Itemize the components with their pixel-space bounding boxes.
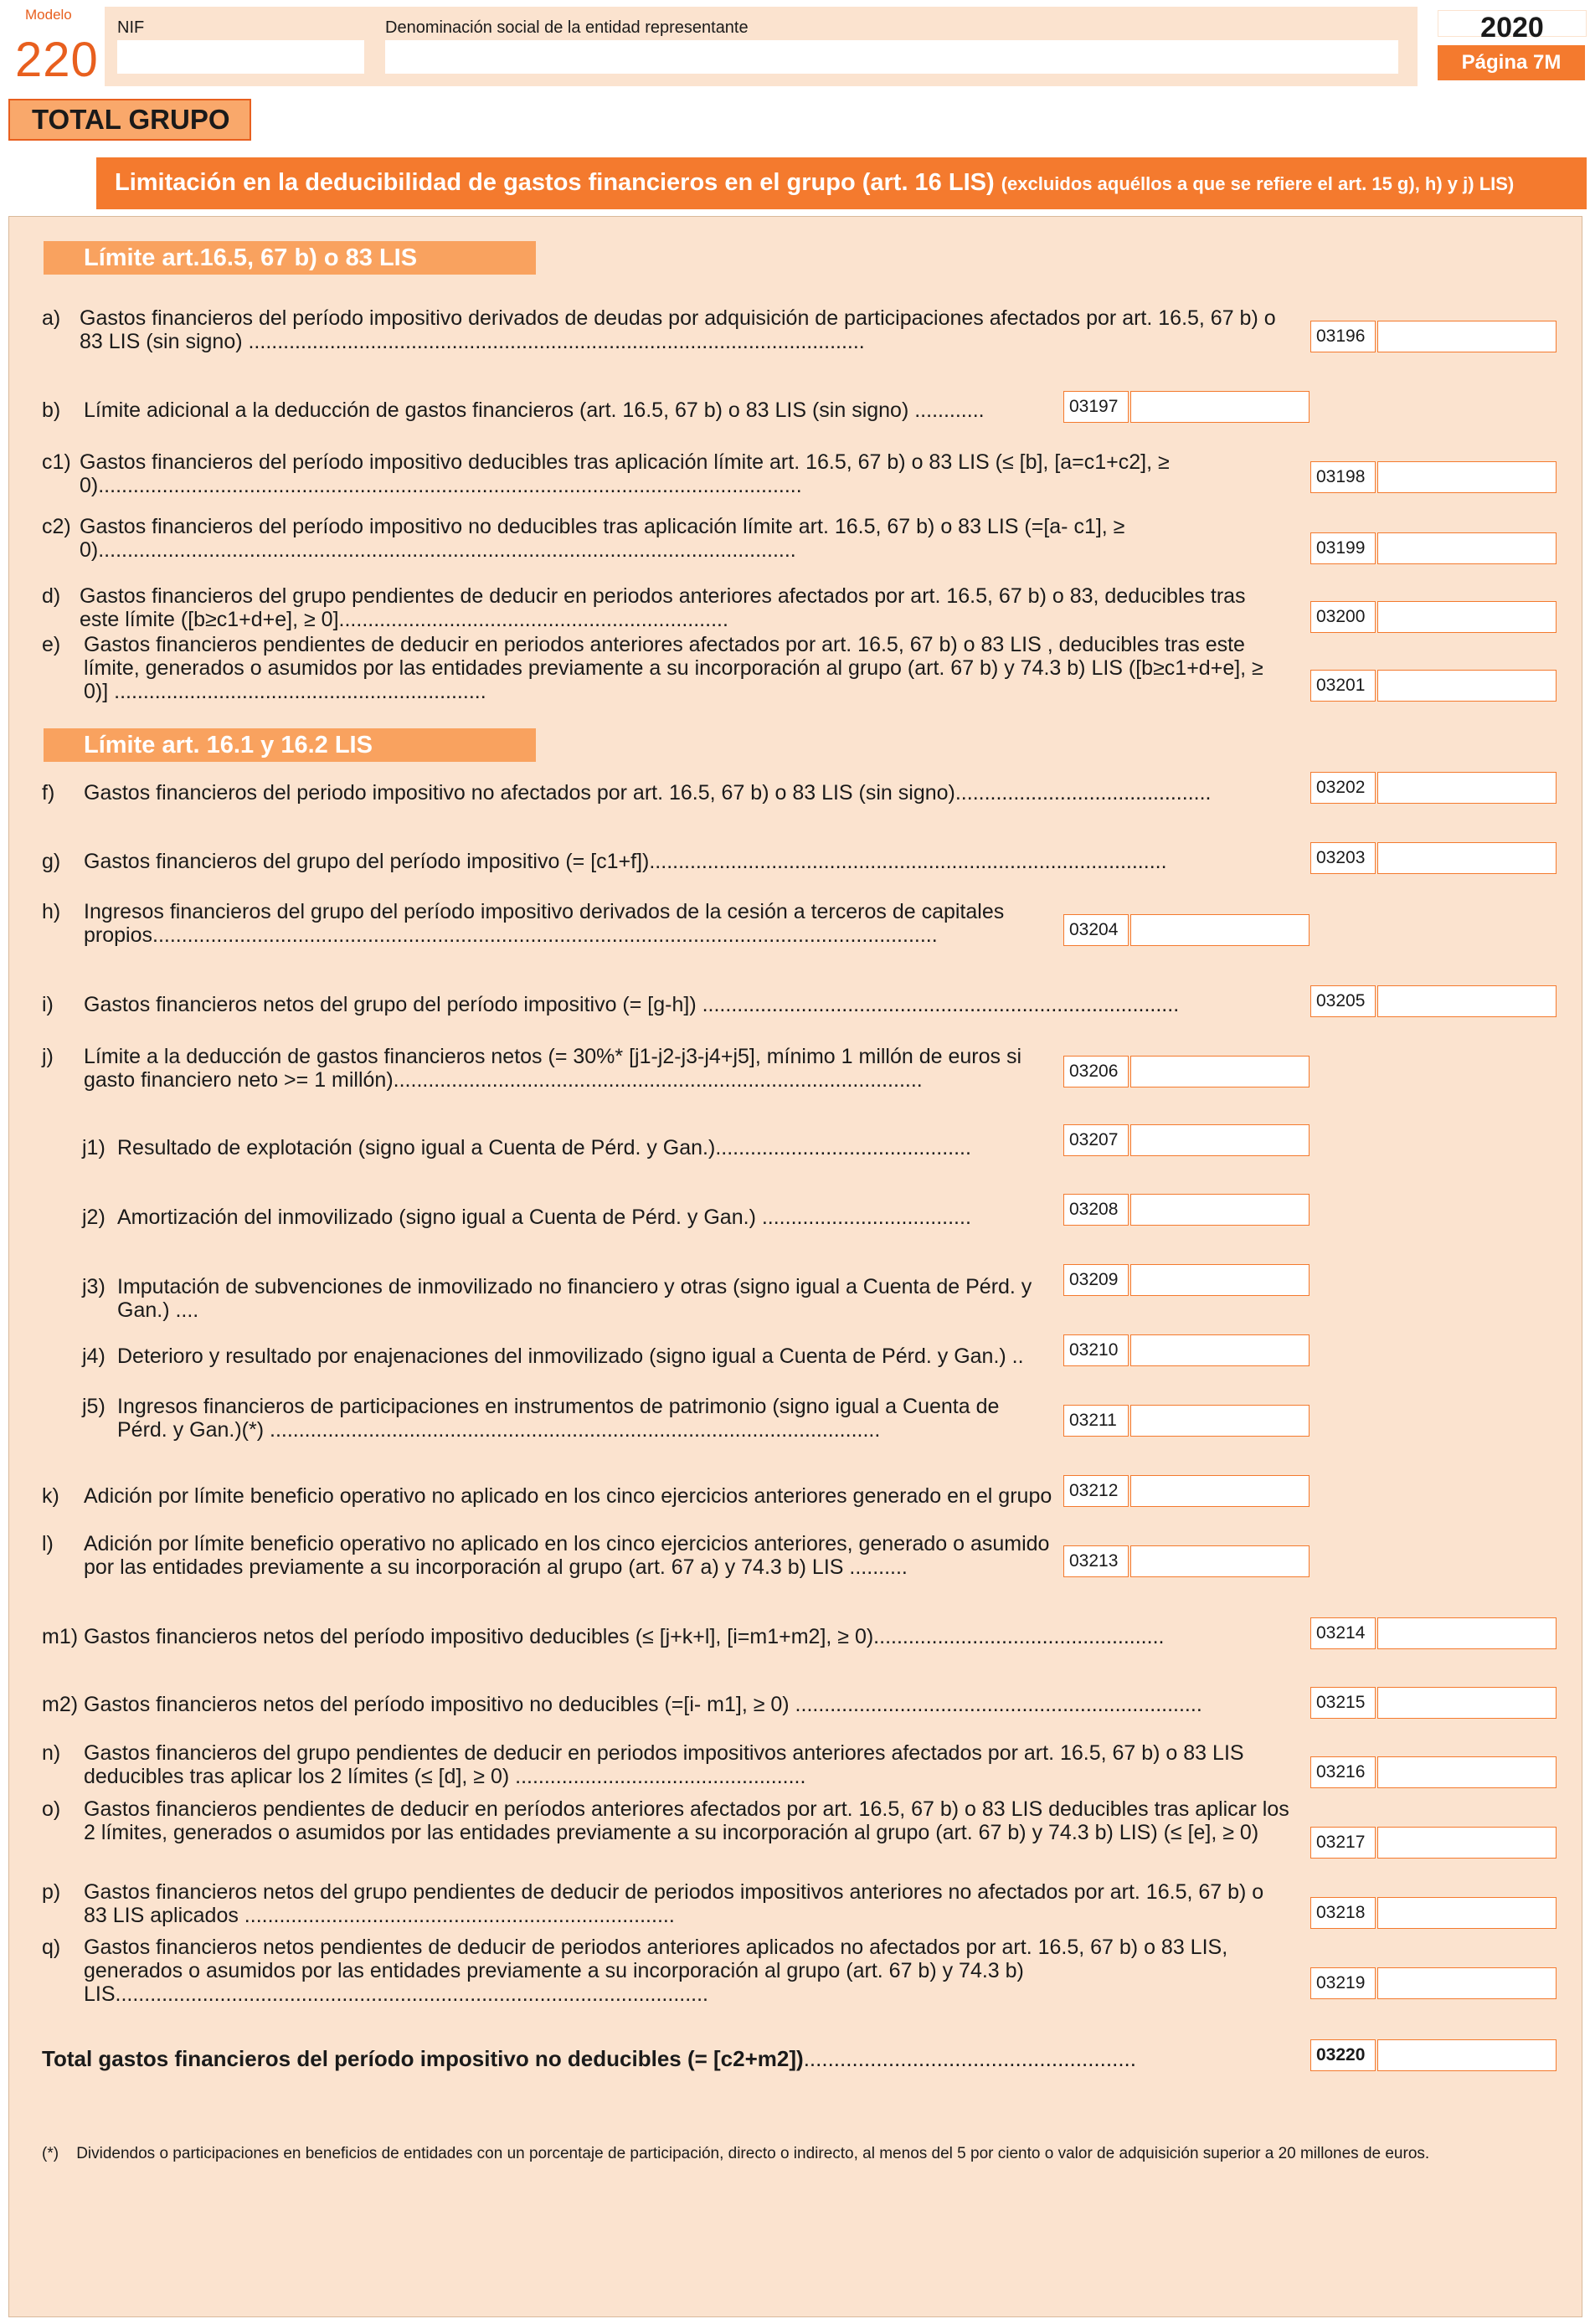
code-03216: 03216 xyxy=(1310,1756,1376,1788)
row-text: Gastos financieros pendientes de deducir en periodos anteriores afectados por art. 16.5, 67 b) o 83 LIS , deducibles tras este límite, generados o asumidos por las entidades previamente a su incorporación al grupo (art. 67 b) y 74.3 b) LIS ([b≥c1+d+e], ≥ 0)] ................................................................ xyxy=(84,633,1263,703)
field-03216[interactable] xyxy=(1377,1756,1557,1788)
code-03205: 03205 xyxy=(1310,985,1376,1017)
row-text: Gastos financieros del período impositivo derivados de deudas por adquisición de participaciones afectados por art. 16.5, 67 b) o 83 LIS (sin signo) .......................................................................................................... xyxy=(80,306,1276,353)
row-letter: k) xyxy=(42,1484,59,1508)
year-badge: 2020 xyxy=(1438,10,1587,37)
row-letter: n) xyxy=(42,1741,61,1765)
field-03198[interactable] xyxy=(1377,461,1557,493)
row-letter: g) xyxy=(42,850,61,873)
field-03217[interactable] xyxy=(1377,1827,1557,1859)
code-03210: 03210 xyxy=(1063,1334,1129,1366)
field-03207[interactable] xyxy=(1130,1124,1310,1156)
row-letter: h) xyxy=(42,900,61,923)
nif-field[interactable] xyxy=(117,40,364,74)
modelo-label: Modelo xyxy=(25,7,72,23)
code-03220: 03220 xyxy=(1310,2039,1376,2071)
row-letter: i) xyxy=(42,993,54,1016)
code-03213: 03213 xyxy=(1063,1545,1129,1577)
footnote xyxy=(42,2145,1557,2163)
field-03206[interactable] xyxy=(1130,1056,1310,1087)
row-text: Gastos financieros pendientes de deducir en períodos anteriores afectados por art. 16.5, 67 b) o 83 LIS deducibles tras aplicar los 2 límites, generados o asumidos por las entidades previamente a su incorporación al grupo (art. 67 b) y 74.3 b) LIS) (≤ [e], ≥ 0) xyxy=(84,1797,1289,1844)
code-03199: 03199 xyxy=(1310,532,1376,564)
field-03214[interactable] xyxy=(1377,1617,1557,1649)
section-limite-16-5: Límite art.16.5, 67 b) o 83 LIS xyxy=(44,241,536,275)
code-03206: 03206 xyxy=(1063,1056,1129,1087)
row-text: Deterioro y resultado por enajenaciones del inmovilizado (signo igual a Cuenta de Pérd. y Gan.) .. xyxy=(117,1345,1024,1368)
row-text: Gastos financieros del grupo pendientes de deducir en periodos impositivos anteriores afectados por art. 16.5, 67 b) o 83 LIS deducibles tras aplicar los 2 límites (≤ [d], ≥ 0) .................................................. xyxy=(84,1741,1244,1788)
modelo-number: 220 xyxy=(15,33,99,87)
code-03218: 03218 xyxy=(1310,1897,1376,1929)
field-03210[interactable] xyxy=(1130,1334,1310,1366)
footnote-mark: (*) xyxy=(42,2145,59,2162)
denominacion-field[interactable] xyxy=(385,40,1398,74)
row-letter: j2) xyxy=(82,1206,105,1229)
code-03212: 03212 xyxy=(1063,1475,1129,1507)
row-text: Gastos financieros del periodo impositivo no afectados por art. 16.5, 67 b) o 83 LIS (sin signo)............................................ xyxy=(84,781,1212,805)
row-text: Gastos financieros del período impositivo deducibles tras aplicación límite art. 16.5, 67 b) o 83 LIS (≤ [b], [a=c1+c2], ≥ 0)......................................................................................................................... xyxy=(80,450,1170,497)
row-letter: o) xyxy=(42,1797,61,1821)
code-03196: 03196 xyxy=(1310,321,1376,352)
code-03217: 03217 xyxy=(1310,1827,1376,1859)
row-letter: q) xyxy=(42,1936,61,1959)
row-text: Adición por límite beneficio operativo no aplicado en los cinco ejercicios anteriores generado en el grupo xyxy=(84,1484,1052,1508)
row-letter: b) xyxy=(42,398,61,422)
field-03213[interactable] xyxy=(1130,1545,1310,1577)
footnote-text: Dividendos o participaciones en beneficios de entidades con un porcentaje de participación, directo o indirecto, al menos del 5 por ciento o valor de adquisición superior a 20 millones de euros. xyxy=(76,2145,1430,2162)
row-letter: f) xyxy=(42,781,55,805)
code-03214: 03214 xyxy=(1310,1617,1376,1649)
total-line xyxy=(42,2046,1294,2072)
row-text: Gastos financieros netos del período impositivo deducibles (≤ [j+k+l], [i=m1+m2], ≥ 0).................................................. xyxy=(84,1625,1165,1648)
code-03203: 03203 xyxy=(1310,842,1376,874)
code-03198: 03198 xyxy=(1310,461,1376,493)
total-grupo-label: TOTAL GRUPO xyxy=(8,99,251,141)
field-03201[interactable] xyxy=(1377,670,1557,702)
row-letter: m1) xyxy=(42,1625,79,1648)
row-text: Límite a la deducción de gastos financieros netos (= 30%* [j1-j2-j3-j4+j5], mínimo 1 millón de euros si gasto financiero neto >= 1 millón)........................................................................................... xyxy=(84,1045,1022,1092)
code-03200: 03200 xyxy=(1310,601,1376,633)
row-text: Gastos financieros netos del período impositivo no deducibles (=[i- m1], ≥ 0) ...................................................................... xyxy=(84,1693,1202,1716)
field-03208[interactable] xyxy=(1130,1194,1310,1226)
field-03204[interactable] xyxy=(1130,914,1310,946)
main-title-text: Limitación en la deducibilidad de gastos financieros en el grupo (art. 16 LIS) xyxy=(115,169,995,196)
row-letter: l) xyxy=(42,1532,54,1555)
row-letter: j3) xyxy=(82,1275,105,1298)
row-text: Amortización del inmovilizado (signo igual a Cuenta de Pérd. y Gan.) .................................... xyxy=(117,1206,971,1229)
code-03204: 03204 xyxy=(1063,914,1129,946)
row-letter: c2) xyxy=(42,515,71,538)
field-03212[interactable] xyxy=(1130,1475,1310,1507)
code-03207: 03207 xyxy=(1063,1124,1129,1156)
row-text: Gastos financieros del grupo pendientes de deducir en periodos anteriores afectados por art. 16.5, 67 b) o 83, deducibles tras este límite ([b≥c1+d+e], ≥ 0]................................................................... xyxy=(80,584,1246,631)
row-text: Gastos financieros del período impositivo no deducibles tras aplicación límite art. 16.5, 67 b) o 83 LIS (=[a- c1], ≥ 0)........................................................................................................................ xyxy=(80,515,1125,562)
main-title xyxy=(96,157,1587,209)
row-text: Ingresos financieros del grupo del período impositivo derivados de la cesión a terceros de capitales propios....................................................................................................................................... xyxy=(84,900,1005,947)
nif-label: NIF xyxy=(117,18,145,37)
row-letter: c1) xyxy=(42,450,71,474)
field-03218[interactable] xyxy=(1377,1897,1557,1929)
row-letter: m2) xyxy=(42,1693,79,1716)
section-limite-16-1: Límite art. 16.1 y 16.2 LIS xyxy=(44,728,536,762)
row-text: Resultado de explotación (signo igual a Cuenta de Pérd. y Gan.)............................................ xyxy=(117,1136,971,1159)
page-badge: Página 7M xyxy=(1438,45,1585,80)
code-03209: 03209 xyxy=(1063,1264,1129,1296)
field-03202[interactable] xyxy=(1377,772,1557,804)
row-letter: j1) xyxy=(82,1136,105,1159)
field-03203[interactable] xyxy=(1377,842,1557,874)
field-03205[interactable] xyxy=(1377,985,1557,1017)
row-text: Ingresos financieros de participaciones en instrumentos de patrimonio (signo igual a Cuenta de Pérd. y Gan.)(*) ......................................................................................................... xyxy=(117,1395,1000,1442)
field-03211[interactable] xyxy=(1130,1405,1310,1437)
code-03201: 03201 xyxy=(1310,670,1376,702)
row-letter: a) xyxy=(42,306,61,330)
code-03197: 03197 xyxy=(1063,391,1129,423)
total-leader: ....................................................... xyxy=(803,2046,1136,2071)
row-text: Gastos financieros netos del grupo pendientes de deducir de periodos impositivos anteriores no afectados por art. 16.5, 67 b) o 83 LIS aplicados .......................................................................... xyxy=(84,1880,1264,1927)
code-03208: 03208 xyxy=(1063,1194,1129,1226)
row-text: Adición por límite beneficio operativo no aplicado en los cinco ejercicios anteriores, generado o asumido por las entidades previamente a su incorporación al grupo (art. 67 a) y 74.3 b) LIS .......... xyxy=(84,1532,1050,1579)
row-text: Imputación de subvenciones de inmovilizado no financiero y otras (signo igual a Cuenta de Pérd. y Gan.) .... xyxy=(117,1275,1032,1322)
field-03220[interactable] xyxy=(1377,2039,1557,2071)
row-letter: e) xyxy=(42,633,61,656)
row-letter: j) xyxy=(42,1045,54,1068)
code-03215: 03215 xyxy=(1310,1687,1376,1719)
code-03202: 03202 xyxy=(1310,772,1376,804)
denominacion-label: Denominación social de la entidad representante xyxy=(385,18,749,37)
main-title-note: (excluidos aquéllos a que se refiere el art. 15 g), h) y j) LIS) xyxy=(1001,173,1515,194)
field-03215[interactable] xyxy=(1377,1687,1557,1719)
row-text: Gastos financieros netos pendientes de deducir de periodos anteriores aplicados no afectados por art. 16.5, 67 b) o 83 LIS, generados o asumidos por las entidades previamente a su incorporación al grupo (art. 67 b) y 74.3 b) LIS...................................................................................................... xyxy=(84,1936,1228,2006)
total-text: Total gastos financieros del período impositivo no deducibles (= [c2+m2]) xyxy=(42,2046,804,2071)
field-03200[interactable] xyxy=(1377,601,1557,633)
row-text: Gastos financieros netos del grupo del período impositivo (= [g-h]) .................................................................................. xyxy=(84,993,1180,1016)
code-03219: 03219 xyxy=(1310,1967,1376,1999)
field-03219[interactable] xyxy=(1377,1967,1557,1999)
row-letter: p) xyxy=(42,1880,61,1904)
code-03211: 03211 xyxy=(1063,1405,1129,1437)
field-03199[interactable] xyxy=(1377,532,1557,564)
row-text: Gastos financieros del grupo del período impositivo (= [c1+f])......................................................................................... xyxy=(84,850,1167,873)
row-letter: j4) xyxy=(82,1345,105,1368)
field-03197[interactable] xyxy=(1130,391,1310,423)
row-letter: d) xyxy=(42,584,61,608)
field-03209[interactable] xyxy=(1130,1264,1310,1296)
field-03196[interactable] xyxy=(1377,321,1557,352)
row-text: Límite adicional a la deducción de gastos financieros (art. 16.5, 67 b) o 83 LIS (sin signo) ............ xyxy=(84,398,985,422)
row-letter: j5) xyxy=(82,1395,105,1418)
